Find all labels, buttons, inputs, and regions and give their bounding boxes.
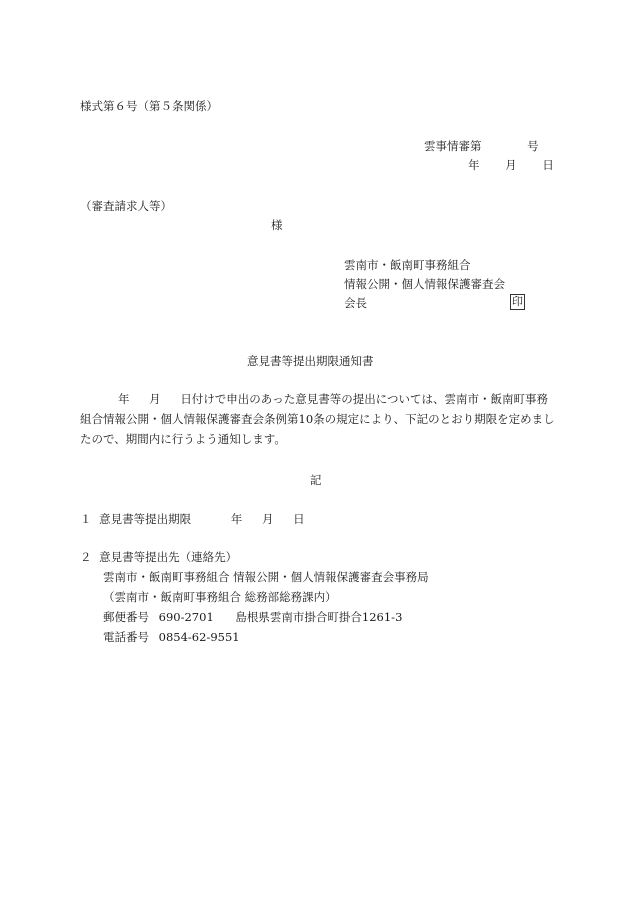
item1-label: 意見書等提出期限 [99,512,192,526]
reference-number [424,138,539,154]
body-month: 月 [149,392,161,406]
body-line1 [80,391,548,407]
sender-line1: 雲南市・飯南町事務組合 [344,258,471,272]
body-line2: 組合情報公開・個人情報保護審査会条例第10条の規定により、下記のとおり期限を定めまし [80,412,555,426]
ki-heading: 記 [310,473,322,487]
reference-prefix: 雲事情審第 [424,139,482,153]
item1-number: １ [80,512,92,526]
body-line3: たので、期間内に行うよう通知します。 [80,432,286,446]
recipient-honorific: 様 [271,218,283,232]
issue-date-day: 日 [542,158,554,172]
item2-phone [103,629,240,645]
document-title: 意見書等提出期限通知書 [247,354,374,368]
item1-month: 月 [261,512,274,526]
body-line1-rest: 日付けで申出のあった意見書等の提出については、雲南市・飯南町事務 [180,392,548,406]
sender-line3: 会長 [344,296,367,310]
issue-date [468,157,554,173]
postal-code: 690-2701 [158,610,214,624]
item1-year: 年 [230,512,243,526]
item1 [80,511,305,527]
issue-date-year: 年 [468,158,480,172]
phone-number: 0854-62-9551 [158,630,240,644]
item2-number: ２ [80,550,92,564]
item2-dept: （雲南市・飯南町事務組合 総務部総務課内） [103,590,337,604]
postal-label: 郵便番号 [103,610,149,624]
item2-postal [103,609,402,625]
recipient-label: （審査請求人等） [80,199,172,213]
official-seal [510,293,525,310]
issue-date-month: 月 [505,158,517,172]
reference-suffix: 号 [527,139,539,153]
form-label: 様式第６号（第５条関係） [80,99,218,113]
body-year: 年 [118,392,130,406]
address: 島根県雲南市掛合町掛合1261-3 [235,610,403,624]
item2-org: 雲南市・飯南町事務組合 情報公開・個人情報保護審査会事務局 [103,570,429,584]
item2-label: 意見書等提出先（連絡先） [99,550,238,564]
sender-line2: 情報公開・個人情報保護審査会 [344,277,505,291]
seal-mark: 印 [512,295,523,308]
item2 [80,549,237,565]
item1-day: 日 [293,512,305,526]
phone-label: 電話番号 [103,630,149,644]
